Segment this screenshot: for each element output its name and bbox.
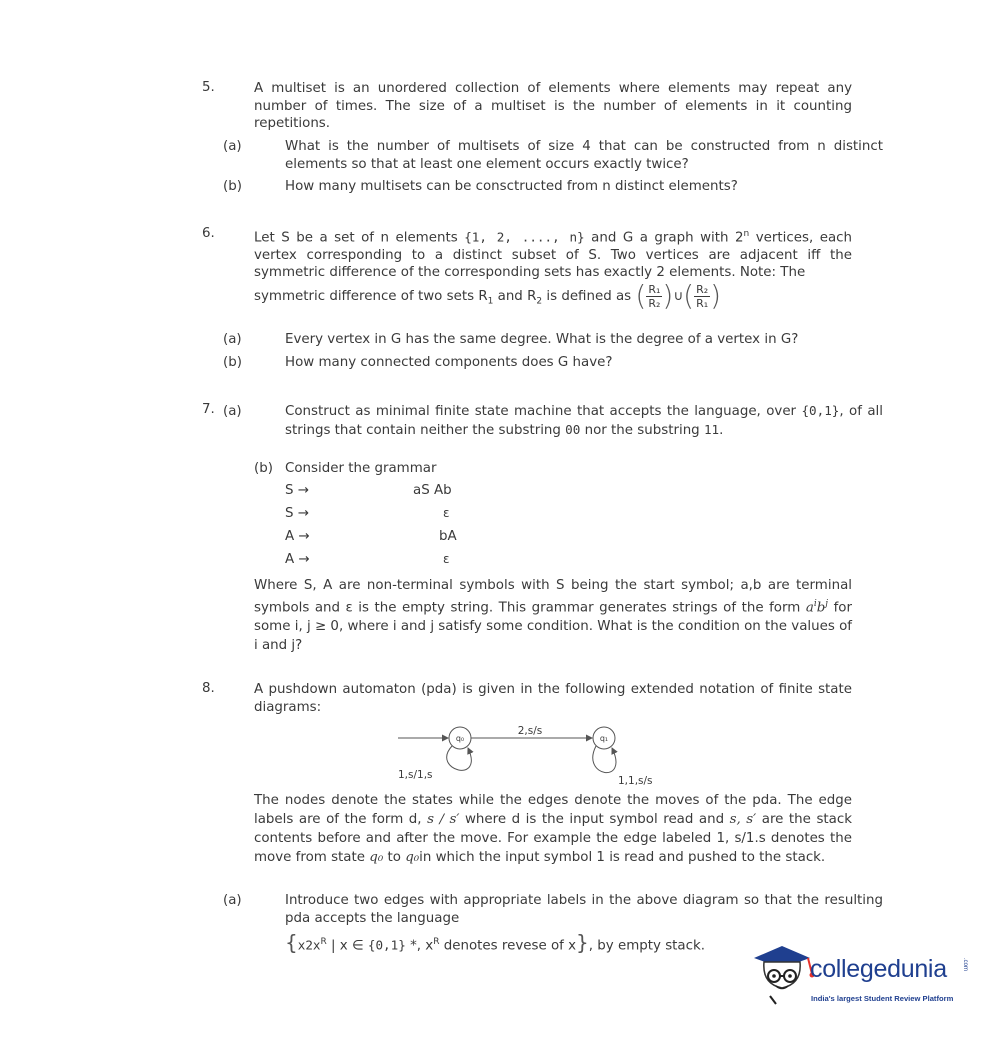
- lang-R2-sup: R: [433, 937, 440, 947]
- q8-desc-4: to: [383, 850, 406, 865]
- collegedunia-tagline: India's largest Student Review Platform: [811, 994, 954, 1003]
- question-8a-text: Introduce two edges with appropriate labels in the above diagram so that the resulting pda accepts the language: [285, 893, 883, 926]
- q6-frac2-num: R₂: [696, 282, 709, 296]
- grammar-rule-3-rhs: bA: [439, 529, 457, 544]
- q8-desc-1: The nodes denote the states while the edges denote the moves of the pda. The edge labels are of the form d,: [254, 793, 852, 827]
- q6-sub2: 2: [536, 296, 543, 307]
- collegedunia-mascot-icon: [752, 944, 814, 1010]
- q7-form-a: a: [805, 600, 814, 616]
- q6-text-post: vertices, each vertex corresponding to a distinct subset of S. Two vertices are adjacent iff the symmetric difference of the corresponding sets has exactly 2 elements. Note: The: [254, 230, 853, 281]
- lang-denote: denotes revese of x: [439, 938, 577, 954]
- q6-symdiff-text: symmetric difference of two sets R: [254, 289, 488, 304]
- q6-set: {1, 2, ...., n}: [464, 229, 585, 245]
- question-5a: [223, 138, 883, 173]
- q8-desc-q0b: q₀: [405, 850, 420, 865]
- question-6b-label: (b): [223, 355, 242, 370]
- q6-text-mid: and G a graph with 2: [584, 230, 744, 246]
- q7a-text-4: .: [719, 422, 724, 438]
- question-8a-language: [285, 930, 755, 955]
- lang-tail: , by empty stack.: [588, 938, 705, 954]
- question-5b-label: (b): [223, 179, 242, 194]
- grammar-rule-1-lhs: S →: [285, 483, 309, 498]
- question-5b-text: How many multisets can be consctructed from n distinct elements?: [285, 179, 738, 194]
- q8-desc-2: where d is the input symbol read and: [459, 812, 730, 827]
- grammar-rule-2-lhs: S →: [285, 506, 309, 521]
- q6-paren-right-1: ): [662, 279, 674, 312]
- q6-paren-left-2: (: [683, 279, 695, 312]
- grammar-rule-1-rhs: aS Ab: [413, 483, 452, 498]
- q6-paren-left-1: (: [635, 279, 647, 312]
- q7a-text-3: nor the substring: [580, 422, 704, 438]
- q8-desc-3: are the stack contents before and after the move. For example the edge labeled 1, s/1.s denotes the move from state: [254, 812, 852, 865]
- question-7a-label: (a): [223, 404, 242, 419]
- q6-sub1: 1: [487, 296, 494, 307]
- lang-mid: | x ∈: [326, 938, 368, 954]
- question-8a-label: (a): [223, 893, 242, 908]
- q6-text-pre: Let S be a set of n elements: [254, 230, 465, 246]
- lang-brace-close: }: [576, 930, 589, 955]
- q8-desc-ss: s, s′: [729, 812, 757, 827]
- question-8a: [223, 892, 883, 927]
- q7a-set: {0,1}: [801, 403, 840, 418]
- q7a-text-1: Construct as minimal finite state machine that accepts the language, over: [285, 404, 802, 419]
- question-6a: [223, 331, 883, 349]
- question-6a-text: Every vertex in G has the same degree. What is the degree of a vertex in G?: [285, 332, 799, 347]
- grammar-rule-4-rhs: ε: [443, 552, 450, 566]
- question-8-description: [254, 791, 852, 867]
- q6-frac1-num: R₁: [648, 282, 661, 296]
- question-5-text: A multiset is an unordered collection of elements where elements may repeat any number of times. The size of a multiset is the number of elements in it counting repetitions.: [254, 81, 852, 131]
- q8-desc-5: in which the input symbol 1 is read and pushed to the stack.: [419, 850, 826, 865]
- lang-brace-open: {: [285, 930, 298, 955]
- q7a-substring-1: 00: [565, 421, 581, 437]
- grammar-rule-4-lhs: A →: [285, 552, 310, 567]
- question-8-text: A pushdown automaton (pda) is given in the following extended notation of finite state diagrams:: [254, 682, 852, 715]
- q8-desc-form: s / s′: [427, 812, 460, 827]
- question-7b-text: Consider the grammar: [285, 461, 437, 476]
- q8-desc-q0a: q₀: [369, 850, 384, 865]
- q6-union-symbol: ∪: [673, 289, 684, 304]
- question-5a-text: What is the number of multisets of size 4 that can be constructed from n distinct elements so that at least one element occurs exactly twice?: [285, 139, 883, 172]
- question-6b: [223, 354, 883, 372]
- question-7-number: 7.: [202, 402, 215, 417]
- question-7a: [223, 402, 883, 439]
- q6-frac2-den: R₁: [696, 296, 709, 310]
- question-7b: [254, 460, 852, 478]
- question-8-number: 8.: [202, 681, 215, 696]
- question-6-number: 6.: [202, 226, 215, 241]
- state-q1-label: q₁: [599, 734, 609, 743]
- grammar-rule-3-lhs: A →: [285, 529, 310, 544]
- q6-defined-text: is defined as: [542, 289, 632, 304]
- q7-desc-2: for some i, j ≥ 0, where i and j satisfy some condition. What is the condition on the values of i and j?: [254, 600, 853, 654]
- question-6b-text: How many connected components does G have?: [285, 355, 613, 370]
- q6-exponent: n: [743, 229, 750, 239]
- lang-star: *, x: [405, 938, 434, 954]
- lang-R-sup: R: [320, 937, 327, 947]
- q6-frac1-den: R₂: [648, 296, 661, 310]
- loop-q1: [593, 746, 616, 773]
- question-7b-label: (b): [254, 461, 273, 476]
- q7-form-i: i: [813, 599, 817, 609]
- question-5b: [223, 178, 883, 196]
- q7a-substring-2: 11: [703, 421, 720, 437]
- question-6-symdiff: [254, 279, 852, 312]
- q7-desc-1: Where S, A are non-terminal symbols with S being the start symbol; a,b are terminal symbols and ε is the empty string. This grammar generates strings of the form: [254, 578, 852, 616]
- lang-set: {0,1}: [367, 937, 406, 953]
- loop-q0-label: 1,s/1,s: [398, 769, 433, 781]
- question-6a-label: (a): [223, 332, 242, 347]
- q7-form-b: b: [816, 600, 826, 616]
- q6-fraction-2: [694, 283, 710, 310]
- q7a-text-2: , of all strings that contain neither the substring: [285, 404, 883, 438]
- question-6-text: [254, 226, 852, 282]
- collegedunia-logo: collegedunia: [810, 955, 947, 983]
- question-5-number: 5.: [202, 80, 215, 95]
- lang-x2x: x2x: [297, 937, 321, 953]
- collegedunia-logo-com: .com: [962, 958, 968, 972]
- question-7-description: [254, 576, 852, 655]
- q6-paren-right-2: ): [710, 279, 722, 312]
- loop-q1-label: 1,1,s/s: [618, 775, 653, 787]
- q7-form-j: j: [825, 599, 829, 609]
- loop-q0: [447, 746, 472, 770]
- state-q0-label: q₀: [455, 734, 465, 743]
- grammar-rule-2-rhs: ε: [443, 506, 450, 520]
- q6-and-text: and R: [493, 289, 537, 304]
- question-5a-label: (a): [223, 139, 242, 154]
- transition-q0-q1-label: 2,s/s: [517, 725, 543, 737]
- q6-fraction-1: [646, 283, 662, 310]
